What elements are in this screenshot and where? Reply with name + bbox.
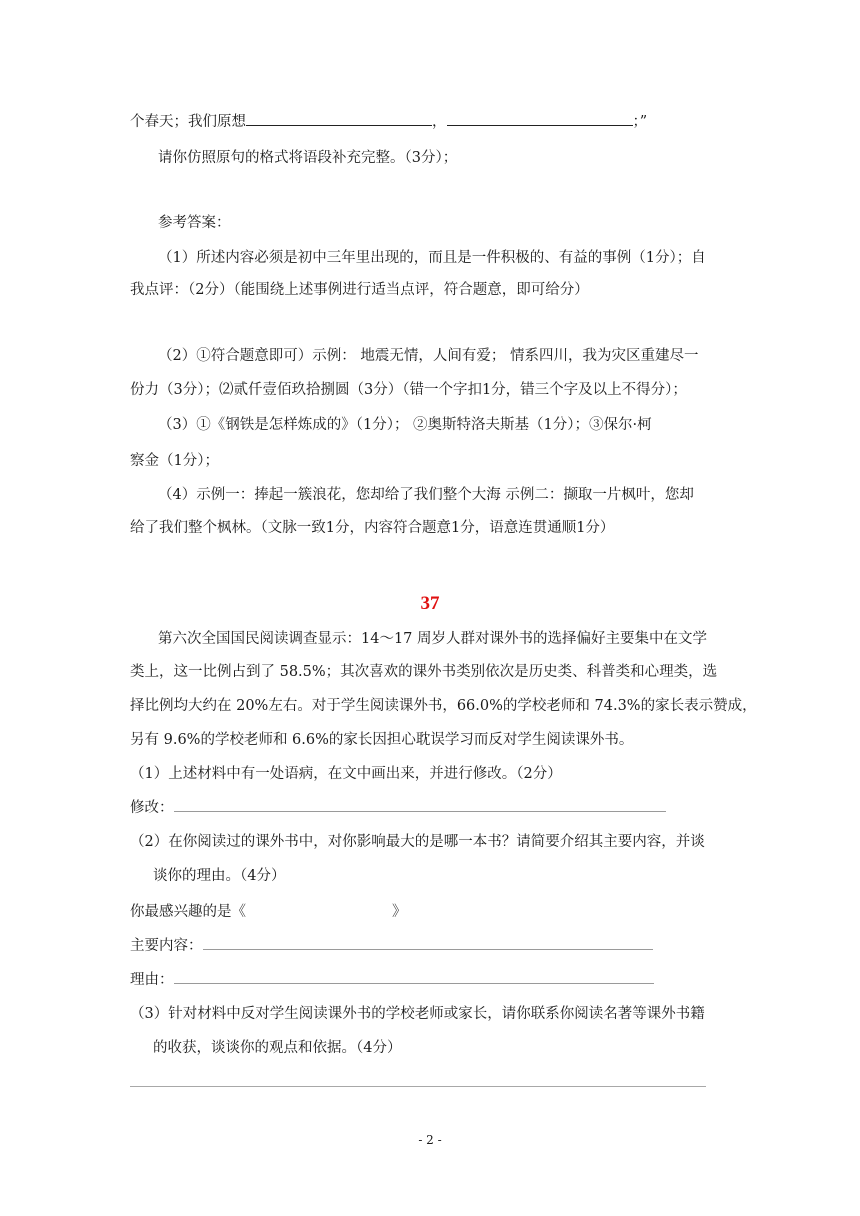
material-line-3: 择比例均大约在 20%左右。对于学生阅读课外书，66.0%的学校老师和 74.3%的家长表示赞成， bbox=[130, 698, 757, 714]
answer-heading: 参考答案： bbox=[158, 215, 231, 231]
answer-4-line-1: （4）示例一：捧起一簇浪花，您却给了我们整个大海 示例二：撷取一片枫叶，您却 bbox=[158, 487, 694, 503]
q2-reason-row bbox=[130, 970, 654, 990]
answer-1-line-2: 我点评：（2分）（能围绕上述事例进行适当点评，符合题意，即可给分） bbox=[130, 282, 589, 298]
q3-answer-line[interactable] bbox=[130, 1086, 706, 1087]
q1-fix-answer-line[interactable] bbox=[174, 799, 666, 812]
question-3-line-1: （3）针对材料中反对学生阅读课外书的学校老师或家长，请你联系你阅读名著等课外书籍 bbox=[130, 1006, 705, 1022]
q2-book-row bbox=[130, 902, 407, 922]
question-2-line-1: （2）在你阅读过的课外书中，对你影响最大的是哪一本书？请简要介绍其主要内容，并谈 bbox=[130, 834, 705, 850]
q1-fix-row bbox=[130, 798, 666, 818]
blank-2[interactable] bbox=[447, 111, 633, 126]
question-1: （1）上述材料中有一处语病，在文中画出来，并进行修改。（2分） bbox=[130, 766, 562, 782]
q2-content-row bbox=[130, 936, 653, 956]
question-3-line-2: 的收获，谈谈你的观点和依据。（4分） bbox=[153, 1040, 402, 1056]
fill-line-1-end: ；” bbox=[632, 114, 648, 130]
q2-reason-label: 理由： bbox=[130, 972, 174, 988]
q2-book-open: 你最感兴趣的是《 bbox=[130, 904, 246, 920]
question-2-line-2: 谈你的理由。（4分） bbox=[153, 868, 286, 884]
q1-fix-label: 修改： bbox=[130, 800, 174, 816]
q2-book-close: 》 bbox=[392, 904, 407, 920]
q2-reason-answer-line[interactable] bbox=[174, 971, 654, 984]
q2-content-label: 主要内容： bbox=[130, 938, 203, 954]
answer-3-line-2: 察金（1分）； bbox=[130, 453, 219, 469]
instruction-line: 请你仿照原句的格式将语段补充完整。（3分）； bbox=[158, 150, 458, 166]
material-line-1: 第六次全国国民阅读调查显示：14～17 周岁人群对课外书的选择偏好主要集中在文学 bbox=[158, 631, 708, 647]
fill-line-1 bbox=[130, 111, 647, 132]
answer-1-line-1: （1）所述内容必须是初中三年里出现的，而且是一件积极的、有益的事例（1分）；自 bbox=[158, 250, 706, 266]
material-line-4: 另有 9.6%的学校老师和 6.6%的家长因担心耽误学习而反对学生阅读课外书。 bbox=[130, 732, 634, 748]
answer-4-line-2: 给了我们整个枫林。（文脉一致1分，内容符合题意1分，语意连贯通顺1分） bbox=[130, 520, 615, 536]
fill-line-1-text: 个春天；我们原想 bbox=[130, 114, 246, 130]
material-line-2: 类上，这一比例占到了 58.5%；其次喜欢的课外书类别依次是历史类、科普类和心理类，选 bbox=[130, 664, 718, 680]
fill-line-1-comma: ， bbox=[432, 114, 447, 130]
answer-2-line-1: （2）①符合题意即可）示例： 地震无情，人间有爱； 情系四川，我为灾区重建尽一 bbox=[158, 348, 699, 364]
question-number: 37 bbox=[420, 593, 440, 614]
page-number: - 2 - bbox=[418, 1133, 442, 1147]
blank-1[interactable] bbox=[246, 111, 432, 126]
answer-2-line-2: 份力（3分）；⑵贰仟壹佰玖拾捌圆（3分）（错一个字扣1分，错三个字及以上不得分）； bbox=[130, 382, 687, 398]
q2-content-answer-line[interactable] bbox=[203, 937, 653, 950]
answer-3-line-1: （3）①《钢铁是怎样炼成的》（1分）； ②奥斯特洛夫斯基（1分）；③保尔·柯 bbox=[158, 417, 652, 433]
